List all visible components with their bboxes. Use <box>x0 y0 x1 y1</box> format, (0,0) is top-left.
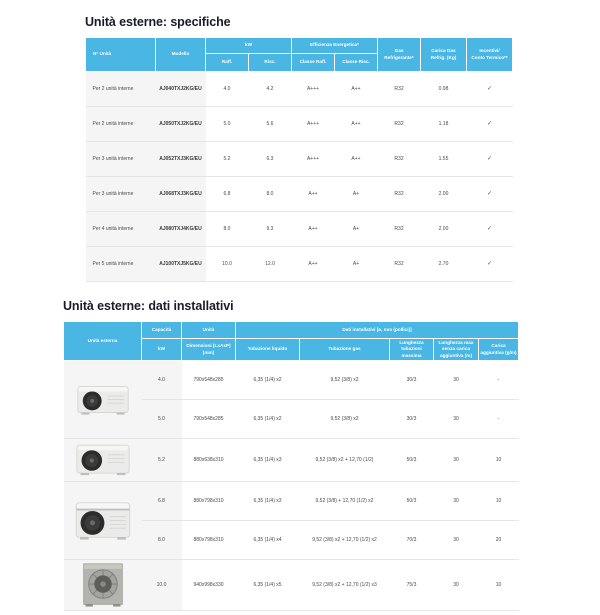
cell-lunghezza-max: 30 <box>434 482 479 521</box>
col-header-classe-raff: Classe Raff. <box>292 54 335 72</box>
col-group-efficienza: Efficienza Energetica* <box>292 38 378 54</box>
incentivi-header-line1: Incentivi/ <box>479 48 500 54</box>
cell-gas: R32 <box>378 212 421 247</box>
cell-kw-raff: 10.0 <box>206 247 249 282</box>
cell-dimensioni: 790x548x285 <box>182 361 236 400</box>
outdoor-unit-photo-large <box>64 482 142 560</box>
cell-modello: AJ052TXJ3KG/EU <box>156 142 206 177</box>
table-row <box>64 439 519 482</box>
cell-kw-risc: 4.2 <box>249 72 292 107</box>
table-row <box>86 107 513 142</box>
cell-kw: 10.0 <box>142 560 182 611</box>
outdoor-unit-medium-icon <box>75 441 131 479</box>
cell-gas: R32 <box>378 107 421 142</box>
cell-classe-raff: A+++ <box>292 107 335 142</box>
cell-tubazione-gas: 9,52 (3/8) + 12,70 (1/2) x2 <box>300 482 390 521</box>
col-header-lunghezza-tubazioni: Lunghezza tubazioni massima <box>390 339 434 361</box>
cell-lunghezza: 30/3 <box>390 361 434 400</box>
cell-modello: AJ080TXJ4KG/EU <box>156 212 206 247</box>
cell-tubazione-liquido: 6,35 (1/4) x3 <box>236 439 300 482</box>
cell-carica: 1.18 <box>421 107 467 142</box>
table-row <box>64 482 519 521</box>
carica-header-line1: Carica Gas <box>431 48 456 54</box>
cell-classe-risc: A++ <box>335 142 378 177</box>
col-header-dimensioni: Dimensioni (LxAxP) (mm) <box>182 339 236 361</box>
col-group-unita: Unità <box>182 322 236 339</box>
cell-kw: 8.0 <box>142 521 182 560</box>
cell-kw-raff: 8.0 <box>206 212 249 247</box>
cell-gas: R32 <box>378 72 421 107</box>
cell-n-unita: Per 2 unità interne <box>86 72 156 107</box>
cell-lunghezza-max: 30 <box>434 560 479 611</box>
cell-kw-raff: 4.0 <box>206 72 249 107</box>
cell-carica-aggiuntiva: 10 <box>479 439 519 482</box>
col-header-lunghezza-max: Lunghezza max senza carica aggiuntiva (m) <box>434 339 479 361</box>
cell-classe-raff: A++ <box>292 177 335 212</box>
cell-kw: 5.0 <box>142 400 182 439</box>
cell-tubazione-liquido: 6,35 (1/4) x2 <box>236 361 300 400</box>
cell-lunghezza-max: 30 <box>434 521 479 560</box>
cell-n-unita: Per 4 unità interne <box>86 212 156 247</box>
cell-n-unita: Per 3 unità interne <box>86 142 156 177</box>
cell-tubazione-liquido: 6,35 (1/4) x4 <box>236 521 300 560</box>
cell-modello: AJ100TXJ5KG/EU <box>156 247 206 282</box>
specs-table <box>85 37 513 282</box>
incentivi-header-line2: Conto Termico** <box>471 54 508 60</box>
section-title-specifiche: Unità esterne: specifiche <box>85 15 231 29</box>
gas-header-line1: Gas <box>394 48 404 54</box>
cell-lunghezza: 30/3 <box>390 400 434 439</box>
col-group-capacita: Capacità <box>142 322 182 339</box>
col-header-classe-risc: Classe Risc. <box>335 54 378 72</box>
cell-dimensioni: 880x798x310 <box>182 482 236 521</box>
section-specifiche <box>85 15 512 282</box>
outdoor-unit-xl-icon <box>80 562 126 608</box>
cell-lunghezza: 75/3 <box>390 560 434 611</box>
cell-classe-risc: A+ <box>335 212 378 247</box>
checkmark-icon: ✓ <box>467 107 513 142</box>
cell-n-unita: Per 3 unità interne <box>86 177 156 212</box>
col-header-kw: kW <box>142 339 182 361</box>
cell-kw: 5.2 <box>142 439 182 482</box>
cell-carica-aggiuntiva: - <box>479 361 519 400</box>
cell-gas: R32 <box>378 177 421 212</box>
col-header-carica-aggiuntiva: Carica aggiuntiva (g/m) <box>479 339 519 361</box>
cell-lunghezza-max: 30 <box>434 361 479 400</box>
cell-kw-raff: 5.0 <box>206 107 249 142</box>
cell-kw-risc: 5.6 <box>249 107 292 142</box>
checkmark-icon: ✓ <box>467 212 513 247</box>
outdoor-unit-photo-small <box>64 361 142 439</box>
col-header-n-unita: N° Unità <box>86 38 156 72</box>
cell-dimensioni: 880x798x310 <box>182 521 236 560</box>
cell-kw-risc: 6.3 <box>249 142 292 177</box>
cell-tubazione-gas: 9,52 (3/8) x2 <box>300 361 390 400</box>
cell-classe-raff: A+++ <box>292 142 335 177</box>
cell-kw-raff: 6.8 <box>206 177 249 212</box>
section-dati-installativi <box>63 299 518 611</box>
cell-carica: 2.00 <box>421 177 467 212</box>
cell-dimensioni: 940x998x330 <box>182 560 236 611</box>
col-header-incentivi <box>467 38 513 72</box>
cell-classe-raff: A++ <box>292 212 335 247</box>
cell-tubazione-gas: 9,52 (3/8) x2 + 12,70 (1/2) x3 <box>300 560 390 611</box>
checkmark-icon: ✓ <box>467 247 513 282</box>
col-group-kw: kW <box>206 38 292 54</box>
col-group-dati-installativi: Dati installativi [ø, mm (pollici)] <box>236 322 519 339</box>
carica-header-line2: Refrig. (Kg) <box>430 54 457 60</box>
table-row <box>86 212 513 247</box>
cell-tubazione-liquido: 6,35 (1/4) x3 <box>236 482 300 521</box>
cell-carica: 2.70 <box>421 247 467 282</box>
cell-dimensioni: 790x548x285 <box>182 400 236 439</box>
cell-carica-aggiuntiva: 10 <box>479 560 519 611</box>
col-header-tubazione-gas: Tubazione gas <box>300 339 390 361</box>
checkmark-icon: ✓ <box>467 72 513 107</box>
cell-tubazione-gas: 9,52 (3/8) x2 + 12,70 (1/2) x2 <box>300 521 390 560</box>
table-row <box>86 72 513 107</box>
cell-carica-aggiuntiva: 20 <box>479 521 519 560</box>
cell-tubazione-gas: 9,52 (3/8) x2 + 12,70 (1/2) <box>300 439 390 482</box>
col-header-tubazione-liquido: Tubazione liquido <box>236 339 300 361</box>
outdoor-unit-large-icon <box>74 499 132 543</box>
checkmark-icon: ✓ <box>467 142 513 177</box>
specs-table-body <box>86 72 513 282</box>
cell-tubazione-liquido: 6,35 (1/4) x5 <box>236 560 300 611</box>
table-row <box>64 361 519 400</box>
outdoor-unit-photo-medium <box>64 439 142 482</box>
cell-n-unita: Per 5 unità interne <box>86 247 156 282</box>
cell-tubazione-gas: 9,52 (3/8) x2 <box>300 400 390 439</box>
cell-classe-risc: A+ <box>335 177 378 212</box>
col-header-kw-raff: Raff. <box>206 54 249 72</box>
cell-lunghezza: 50/3 <box>390 439 434 482</box>
col-header-kw-risc: Risc. <box>249 54 292 72</box>
cell-lunghezza-max: 30 <box>434 439 479 482</box>
cell-dimensioni: 880x638x310 <box>182 439 236 482</box>
table-row <box>86 142 513 177</box>
col-header-unita-esterna: Unità esterna <box>64 322 142 361</box>
cell-lunghezza: 70/3 <box>390 521 434 560</box>
cell-classe-raff: A+++ <box>292 72 335 107</box>
cell-kw-risc: 12.0 <box>249 247 292 282</box>
cell-kw: 4.0 <box>142 361 182 400</box>
col-header-gas-refrigerante <box>378 38 421 72</box>
table-row <box>86 177 513 212</box>
cell-carica: 2.00 <box>421 212 467 247</box>
cell-modello: AJ050TXJ2KG/EU <box>156 107 206 142</box>
cell-kw-raff: 5.2 <box>206 142 249 177</box>
table-row <box>64 560 519 611</box>
cell-n-unita: Per 2 unità interne <box>86 107 156 142</box>
cell-kw-risc: 9.3 <box>249 212 292 247</box>
checkmark-icon: ✓ <box>467 177 513 212</box>
cell-lunghezza-max: 30 <box>434 400 479 439</box>
install-table-body <box>64 361 519 611</box>
cell-kw-risc: 8.0 <box>249 177 292 212</box>
cell-classe-risc: A++ <box>335 107 378 142</box>
install-table <box>63 321 519 611</box>
cell-gas: R32 <box>378 142 421 177</box>
cell-carica-aggiuntiva: - <box>479 400 519 439</box>
cell-modello: AJ068TXJ3KG/EU <box>156 177 206 212</box>
cell-kw: 6.8 <box>142 482 182 521</box>
cell-lunghezza: 50/3 <box>390 482 434 521</box>
cell-tubazione-liquido: 6,35 (1/4) x2 <box>236 400 300 439</box>
cell-gas: R32 <box>378 247 421 282</box>
cell-carica: 0.98 <box>421 72 467 107</box>
cell-classe-risc: A++ <box>335 72 378 107</box>
cell-classe-raff: A++ <box>292 247 335 282</box>
col-header-modello: Modello <box>156 38 206 72</box>
table-row <box>86 247 513 282</box>
section-title-dati-installativi: Unità esterne: dati installativi <box>63 299 234 313</box>
gas-header-line2: Refrigerante* <box>384 54 414 60</box>
cell-modello: AJ040TXJ2KG/EU <box>156 72 206 107</box>
cell-carica: 1.55 <box>421 142 467 177</box>
col-header-carica-gas <box>421 38 467 72</box>
cell-carica-aggiuntiva: 10 <box>479 482 519 521</box>
outdoor-unit-photo-xl <box>64 560 142 611</box>
outdoor-unit-small-icon <box>76 382 130 418</box>
cell-classe-risc: A+ <box>335 247 378 282</box>
